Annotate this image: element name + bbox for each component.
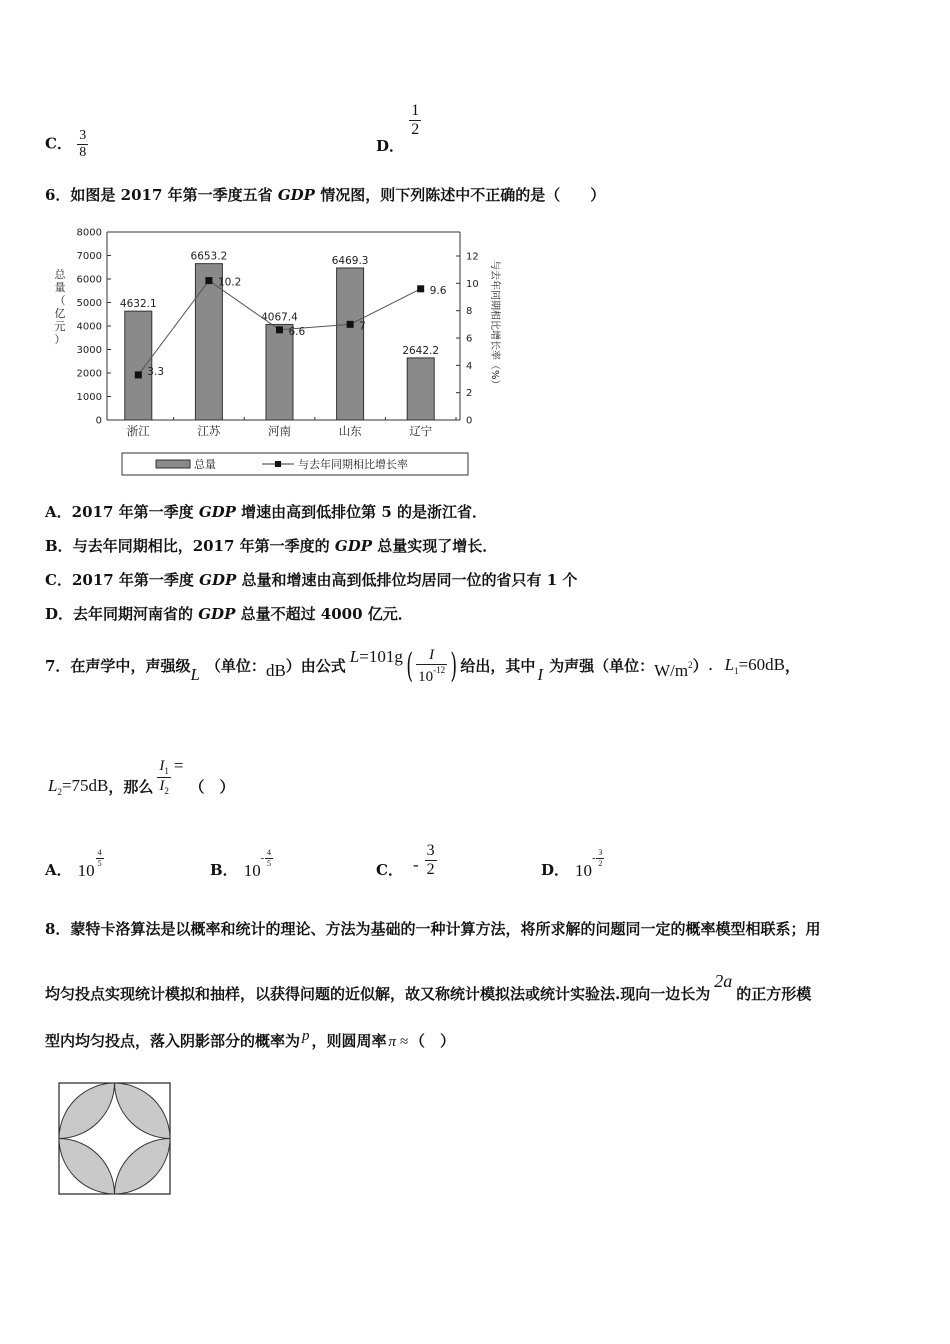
gdp-term: GDP — [198, 605, 236, 623]
y-tick-label: 7000 — [76, 251, 102, 262]
q6-option-b — [45, 539, 497, 554]
bar-value-label: 4067.4 — [261, 311, 298, 324]
growth-rate-point — [276, 326, 283, 333]
stem-text: ，则圆周率 — [311, 1032, 387, 1050]
y-tick-label: 4000 — [76, 321, 102, 333]
gdp-chart — [44, 220, 524, 482]
x-tick-label: 辽宁 — [409, 424, 433, 438]
y2-tick-label: 0 — [466, 415, 473, 427]
y-tick-label: 0 — [95, 415, 102, 427]
exponent-fraction — [265, 849, 273, 868]
ratio-fraction — [157, 759, 171, 796]
ratio-den: I — [159, 777, 165, 794]
y2-axis-label: 与去年同期相比增长率（%） — [489, 260, 500, 390]
option-text: 去年同期河南省的 — [73, 605, 199, 623]
y-tick-label: 3000 — [76, 345, 102, 356]
y-tick-label: 8000 — [76, 227, 102, 239]
q7-option-c — [376, 838, 437, 882]
gdp-term: GDP — [334, 537, 372, 555]
option-text: 与去年同期相比，2017 年第一季度的 — [72, 537, 335, 555]
bar-辽宁 — [407, 358, 434, 420]
numerator: 3 — [426, 841, 435, 859]
L1-value: =60dB — [738, 655, 786, 674]
stem-text: 的正方形模 — [736, 985, 812, 1003]
y2-tick-label: 8 — [466, 306, 473, 318]
unit-exp: 2 — [688, 660, 693, 670]
legend-bar-label: 总量 — [194, 458, 216, 471]
x-tick-label: 山东 — [338, 424, 362, 438]
exponent-fraction — [596, 849, 604, 868]
square-with-shaded-petals — [58, 1082, 172, 1196]
den-base: 10 — [418, 668, 434, 685]
bar-山东 — [337, 268, 364, 420]
x-tick-label: 浙江 — [126, 424, 150, 438]
formula — [350, 648, 403, 665]
answer-blank: （ ） — [410, 1032, 456, 1050]
numerator: 4 — [267, 847, 272, 857]
exponent-sign: - — [412, 854, 419, 874]
L2-sub: 2 — [57, 787, 62, 797]
option-letter: A． — [45, 503, 72, 521]
option-text: 总量和增速由高到低排位均居同一位的省只有 1 个 — [236, 571, 578, 589]
y2-tick-label: 10 — [466, 278, 479, 290]
q8-line3 — [45, 1028, 456, 1050]
y-axis-label-char: （ — [54, 294, 66, 307]
option-letter: B． — [210, 860, 238, 879]
paren-right: ) — [450, 646, 458, 686]
denominator: 2 — [426, 860, 435, 878]
numerator: 4 — [97, 847, 102, 857]
bar-value-label: 4632.1 — [119, 298, 157, 311]
stem-text: ，那么 — [108, 777, 154, 796]
gdp-term: GDP — [198, 503, 236, 521]
numerator: 1 — [411, 102, 420, 119]
y-tick-label: 1000 — [76, 392, 102, 403]
option-letter: D． — [45, 605, 74, 623]
stem-text: ） — [692, 656, 708, 675]
math-unit — [654, 661, 693, 679]
denominator: 2 — [598, 858, 603, 868]
growth-rate-label: 10.2 — [217, 276, 242, 289]
stem-text: 情况图，则下列陈述中不正确的是（ ） — [314, 186, 606, 204]
growth-rate-point — [205, 277, 212, 284]
numerator — [157, 759, 171, 776]
y-tick-label: 6000 — [76, 274, 102, 286]
y2-tick-label: 12 — [466, 251, 479, 263]
stem-text: 均匀投点实现统计模拟和抽样，以获得问题的近似解，故又称统计模拟法或统计实验法.现向一边长为 — [45, 985, 711, 1003]
L2: L — [48, 776, 58, 795]
q8-line2 — [45, 971, 812, 1003]
bar-value-label: 2642.2 — [402, 344, 440, 357]
bar-value-label: 6469.3 — [331, 254, 369, 267]
q5-option-d — [376, 102, 421, 155]
growth-rate-point — [417, 285, 424, 292]
ratio-num: I — [159, 757, 165, 774]
denominator: 2 — [411, 121, 420, 138]
math-L2 — [48, 777, 108, 797]
option-text: 2017 年第一季度 — [71, 571, 200, 589]
stem-text: 为声强（单位： — [549, 656, 655, 675]
option-letter: C． — [376, 860, 403, 879]
paren-left: ( — [406, 646, 413, 686]
numerator: 3 — [598, 847, 603, 857]
q7-stem-line1 — [45, 641, 800, 691]
bar-河南 — [266, 324, 293, 420]
q6-option-a — [45, 505, 487, 520]
y-tick-label: 5000 — [76, 298, 102, 309]
math-pi: π ≈ — [388, 1034, 409, 1050]
fraction — [77, 129, 88, 160]
y-axis-label-char: 量 — [54, 281, 66, 294]
q7-option-b — [210, 838, 273, 882]
q6-option-c — [45, 573, 577, 588]
growth-rate-point — [135, 371, 142, 378]
q6-stem — [45, 188, 605, 203]
stem-text: 7．在声学中，声强级 — [45, 656, 191, 675]
L2-value: =75dB — [61, 776, 109, 795]
unit-base: W/m — [654, 661, 689, 680]
den-exp: -12 — [433, 664, 446, 675]
q7-option-d — [541, 838, 604, 882]
y2-tick-label: 6 — [466, 333, 473, 345]
growth-rate-label: 6.6 — [288, 325, 306, 338]
option-letter: A． — [45, 860, 72, 879]
formula-lhs: L — [349, 646, 360, 666]
math-2a: 2a — [714, 971, 733, 991]
exponent-sign: - — [260, 853, 265, 864]
L1: ．L — [707, 655, 735, 674]
stem-text: 给出，其中 — [460, 656, 536, 675]
exponent-fraction — [96, 849, 104, 868]
legend-bar-swatch — [156, 460, 190, 468]
y-axis-label-char: 亿 — [54, 307, 66, 320]
denominator: 5 — [97, 858, 102, 868]
formula-eq: =101g — [359, 646, 403, 666]
L1-sub: 1 — [734, 666, 739, 676]
legend-line-marker — [275, 461, 281, 467]
fraction — [409, 103, 421, 138]
y2-tick-label: 4 — [466, 360, 473, 372]
growth-rate-label: 3.3 — [147, 365, 165, 378]
stem-text: （单位： — [205, 656, 266, 675]
q8-line1: 8．蒙特卡洛算法是以概率和统计的理论、方法为基础的一种计算方法，将所求解的问题同一定的概率模型相联系；用 — [45, 920, 821, 938]
q5-option-c — [45, 129, 88, 160]
stem-text: 型内均匀投点，落入阴影部分的概率为 — [45, 1032, 301, 1050]
stem-text: 6．如图是 2017 年第一季度五省 — [45, 186, 278, 204]
exponent-fraction — [425, 843, 437, 878]
y-axis-label-char: ） — [54, 333, 66, 346]
option-text: 总量不超过 4000 亿元． — [235, 605, 413, 623]
bar-value-label: 6653.2 — [190, 250, 228, 263]
q7-option-a — [45, 838, 104, 882]
y-tick-label: 2000 — [76, 368, 102, 380]
power-base: 10 — [575, 860, 593, 880]
power-base: 10 — [243, 860, 261, 880]
option-text: 增速由高到低排位第 5 的是浙江省． — [235, 503, 488, 521]
q7-stem-line2 — [48, 752, 235, 802]
equals-sign: = — [173, 755, 184, 775]
option-letter: D． — [376, 136, 405, 155]
denominator — [157, 779, 171, 796]
power-base: 10 — [77, 860, 95, 880]
option-letter: D． — [541, 860, 570, 879]
q6-option-d — [45, 607, 413, 622]
option-text: 2017 年第一季度 — [71, 503, 199, 521]
math-p: p — [302, 1028, 310, 1044]
stem-text: ， — [785, 656, 801, 675]
answer-blank: （ ） — [189, 777, 235, 796]
denominator — [416, 666, 447, 685]
growth-rate-label: 9.6 — [429, 284, 447, 297]
option-letter: B． — [45, 537, 73, 555]
exponent-sign: - — [592, 853, 596, 864]
y2-tick-label: 2 — [466, 388, 473, 400]
numerator: I — [429, 646, 435, 663]
gdp-term: GDP — [277, 186, 315, 204]
denominator: 8 — [79, 145, 87, 160]
formula-fraction — [416, 648, 447, 685]
gdp-term: GDP — [199, 571, 237, 589]
option-text: 总量实现了增长． — [372, 537, 498, 555]
growth-rate-point — [347, 321, 354, 328]
option-letter: C． — [45, 571, 72, 589]
x-tick-label: 江苏 — [197, 424, 221, 438]
numerator: 3 — [79, 128, 87, 143]
legend-line-label: 与去年同期相比增长率 — [298, 458, 408, 471]
y-axis-label-char: 总 — [54, 268, 66, 281]
stem-text: ）由公式 — [285, 656, 346, 675]
math-L: L — [190, 664, 200, 684]
denominator: 5 — [267, 858, 272, 868]
x-tick-label: 河南 — [268, 424, 291, 438]
math-I: I — [537, 664, 544, 684]
y-axis-label-char: 元 — [54, 320, 66, 333]
math-L1 — [708, 656, 785, 676]
math-dB: dB — [265, 660, 286, 680]
growth-rate-label: 7 — [359, 320, 366, 333]
ratio-num-sub: 1 — [164, 765, 169, 776]
option-letter: C． — [45, 134, 72, 153]
ratio-den-sub: 2 — [164, 785, 169, 796]
